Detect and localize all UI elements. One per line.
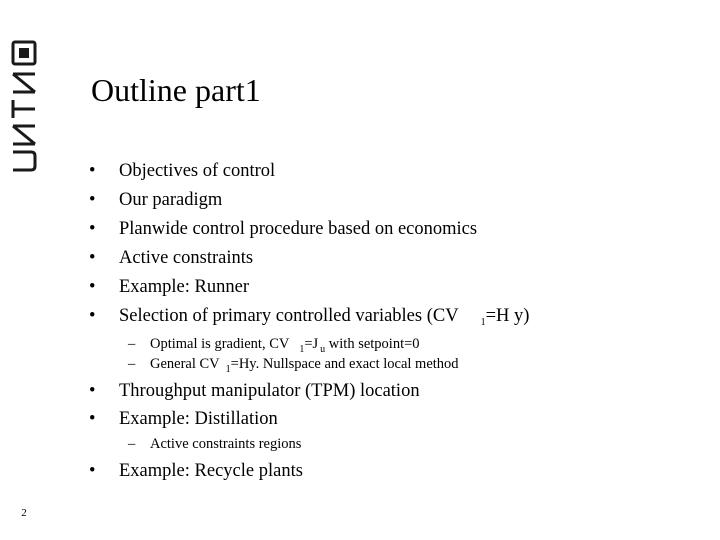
bullet-icon: • — [89, 461, 96, 481]
bullet-text: Example: Recycle plants — [119, 461, 303, 481]
bullet-icon: • — [89, 161, 96, 181]
bullet-text: Planwide control procedure based on economics — [119, 219, 478, 239]
slide-title: Outline part1 — [91, 72, 261, 108]
bullet-text: Our paradigm — [119, 190, 223, 210]
subbullet-text: Optimal is gradient, CV $_1$=J $_u$ with setpoint=0 — [150, 336, 420, 355]
bullet-icon: • — [89, 409, 96, 429]
bullet-text: Active constraints — [119, 248, 254, 268]
bullet-text: Throughput manipulator (TPM) location — [119, 381, 420, 401]
dash-icon: – — [128, 336, 136, 352]
bullet-icon: • — [89, 248, 96, 268]
bullet-text-formula: =H y) — [485, 306, 530, 326]
bullet-icon: • — [89, 381, 96, 401]
bullet-icon: • — [89, 277, 96, 297]
dash-icon: – — [128, 436, 136, 452]
subscript: 1 — [480, 317, 486, 328]
bullet-text: Example: Runner — [119, 277, 249, 297]
bullet-icon: • — [89, 190, 96, 210]
subbullet-text: General CV $_1$=Hy. Nullspace and exact local method — [150, 356, 459, 375]
dash-icon: – — [128, 356, 136, 372]
page-number: 2 — [21, 507, 27, 519]
bullet-text: Objectives of control — [119, 161, 276, 181]
bullet-text-main: Selection of primary controlled variables (CV — [119, 306, 459, 326]
bullet-text: Example: Distillation — [119, 409, 278, 429]
bullet-text — [119, 306, 529, 327]
bullet-icon: • — [89, 219, 96, 239]
subbullet-text: Active constraints regions — [150, 436, 302, 452]
bullet-icon: • — [89, 306, 96, 326]
